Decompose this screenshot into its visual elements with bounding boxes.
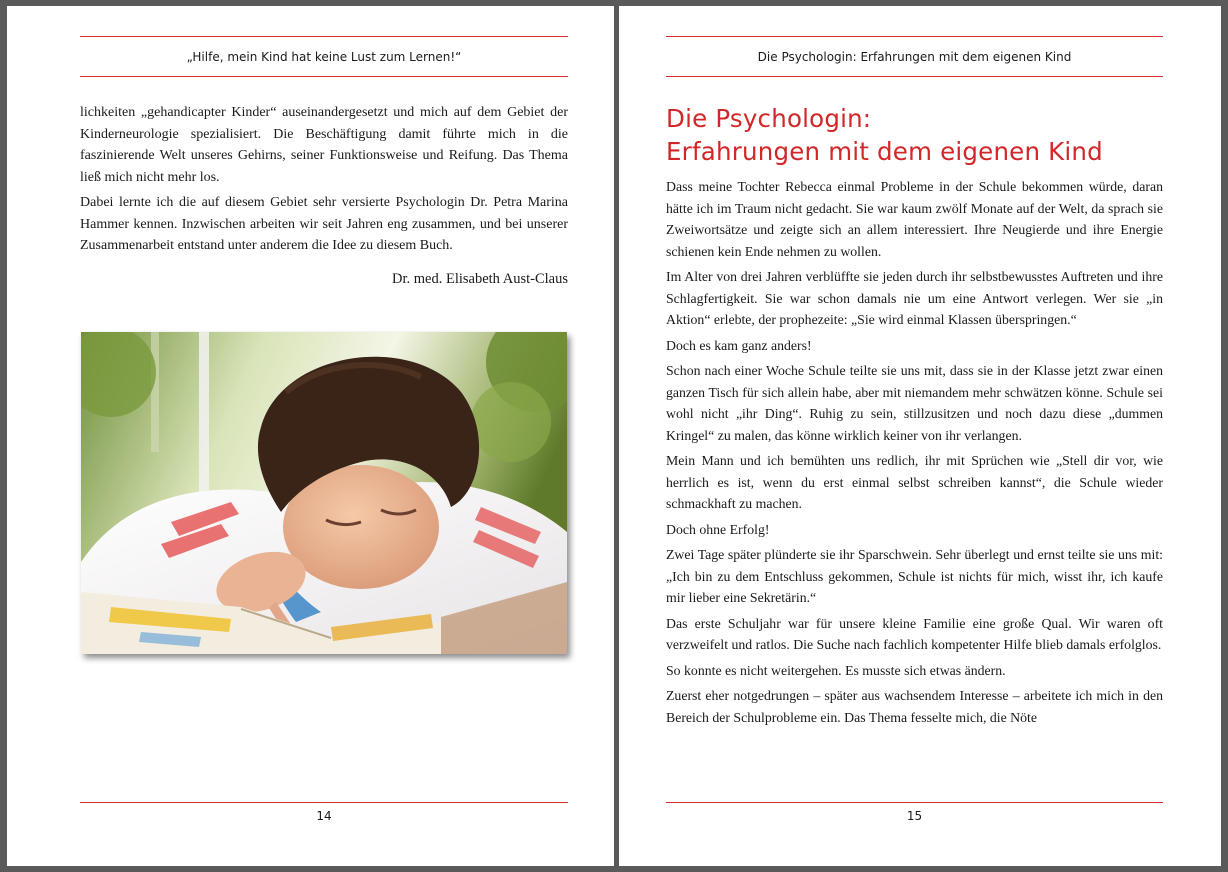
- right-page: [619, 6, 1221, 866]
- chapter-title-line: Erfahrungen mit dem eigenen Kind: [666, 137, 1103, 166]
- paragraph: So konnte es nicht weitergehen. Es musste sich etwas ändern.: [666, 662, 1006, 678]
- footer-rule: [666, 802, 1163, 803]
- paragraph: Doch es kam ganz anders!: [666, 337, 812, 353]
- body-text: [666, 176, 1163, 732]
- paragraph: Doch ohne Erfolg!: [666, 521, 770, 537]
- page-number: 14: [316, 809, 332, 823]
- paragraph: Schon nach einer Woche Schule teilte sie uns mit, dass sie in der Klasse jetzt zwar einen ganzen Tisch für sich allein habe, aber mit niemandem mehr schwätzen könne. Schule sei wohl nicht „ihr Ding“. Ruhig zu sein, stillzusitzen und noch dazu diese „dummen Kringel“ zu malen, das könne wirklich keiner von ihr verlangen.: [666, 363, 1163, 443]
- paragraph: Das erste Schuljahr war für unsere kleine Familie eine große Qual. Wir waren oft verzweifelt und ratlos. Die Suche nach fachlich kompetenter Hilfe blieb damals erfolglos.: [666, 615, 1163, 652]
- paragraph: Zuerst eher notgedrungen – später aus wachsendem Interesse – arbeitete ich mich in den Bereich der Schulprobleme ein. Das Thema fesselte mich, die Nöte: [666, 688, 1163, 725]
- chapter-title-line: Die Psychologin:: [666, 104, 872, 133]
- running-head: Die Psychologin: Erfahrungen mit dem eigenen Kind: [757, 50, 1072, 64]
- paragraph: Dabei lernte ich die auf diesem Gebiet sehr versierte Psychologin Dr. Petra Marina Hammer kennen. Inzwischen arbeiten wir seit Jahren eng zusammen, und bei unserer Zusammenarbeit entstand unter anderem die Idee zu diesem Buch.: [80, 195, 568, 253]
- header-rule-bottom: [80, 76, 568, 77]
- header-rule-bottom: [666, 76, 1163, 77]
- chapter-title: [666, 102, 1163, 168]
- left-page: [7, 6, 614, 866]
- header-rule-top: [80, 36, 568, 37]
- paragraph: Mein Mann und ich bemühten uns redlich, ihr mit Sprüchen wie „Stell dir vor, wie herrlich es ist, wenn du erst einmal selbst schreiben kannst“, die Schule wieder schmackhaft zu machen.: [666, 453, 1163, 511]
- body-text: [80, 102, 568, 261]
- paragraph: Zwei Tage später plünderte sie ihr Sparschwein. Sehr überlegt und ernst teilte sie uns mit: „Ich bin zu dem Entschluss gekommen, Schule ist nichts für mich, wisst ihr, ich kaufe mir lieber eine Sekretärin.“: [666, 547, 1163, 605]
- author-signature: Dr. med. Elisabeth Aust-Claus: [392, 271, 568, 287]
- running-head: „Hilfe, mein Kind hat keine Lust zum Lernen!“: [186, 50, 462, 64]
- photo-boy-reading: [81, 332, 567, 654]
- footer-rule: [80, 802, 568, 803]
- header-rule-top: [666, 36, 1163, 37]
- page-number: 15: [906, 809, 923, 823]
- paragraph: Im Alter von drei Jahren verblüffte sie jeden durch ihr selbstbewusstes Auftreten und ihre Schlagfertigkeit. Sie war schon damals nie um eine Antwort verlegen. Wer sie „in Aktion“ erlebte, der prophezeite: „Sie wird einmal Klassen überspringen.“: [666, 269, 1163, 327]
- paragraph: Dass meine Tochter Rebecca einmal Probleme in der Schule bekommen würde, daran hätte ich im Traum nicht gedacht. Sie war kaum zwölf Monate auf der Welt, da sprach sie Zweiwortsätze und zeigte sich an allem interessiert. Ihre Neugierde und ihre Energie schienen kein Ende nehmen zu wollen.: [666, 179, 1163, 259]
- paragraph: lichkeiten „gehandicapter Kinder“ auseinandergesetzt und mich auf dem Gebiet der Kinderneurologie spezialisiert. Die Beschäftigung damit führte mich in die faszinierende Welt unseres Gehirns, seiner Funktionsweise und Reifung. Das Thema ließ mich nicht mehr los.: [80, 105, 568, 185]
